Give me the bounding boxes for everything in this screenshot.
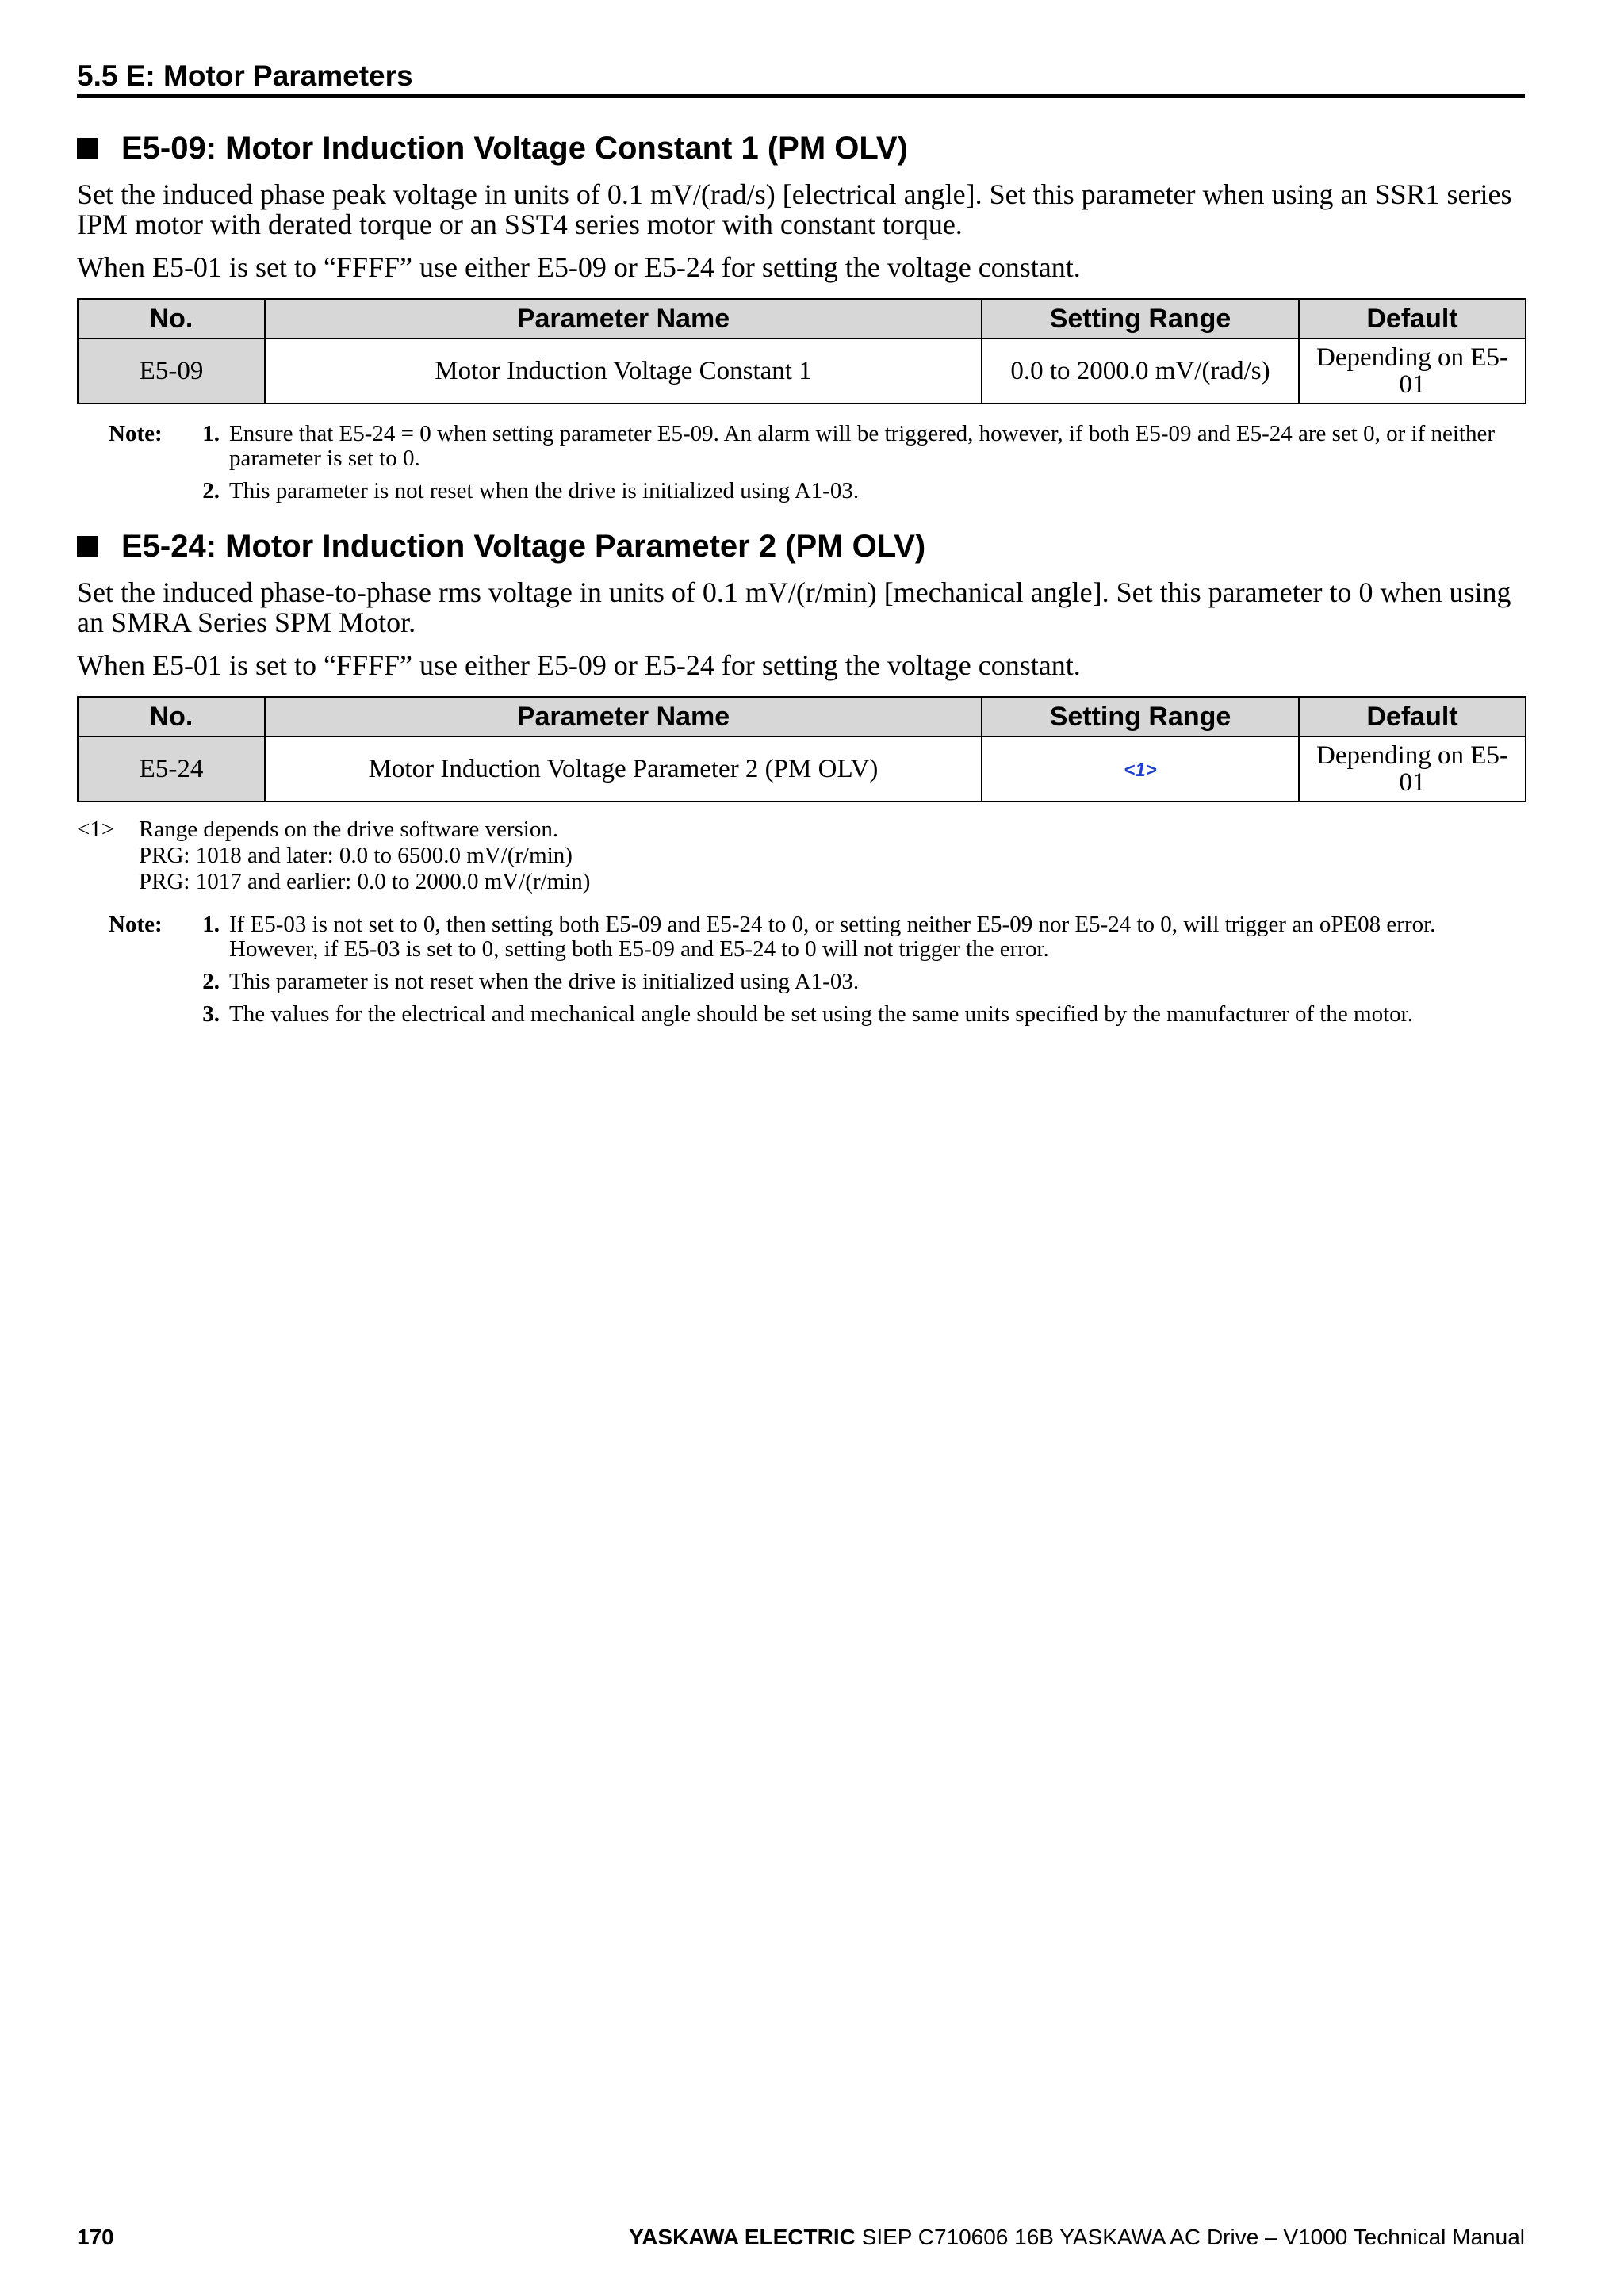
note-item	[77, 1002, 1525, 1027]
note-item	[77, 913, 1525, 962]
col-header-no: No.	[78, 697, 265, 737]
section-bullet-icon	[77, 536, 98, 557]
note-item	[77, 422, 1525, 471]
notes	[77, 913, 1525, 1027]
paragraph: Set the induced phase peak voltage in units of 0.1 mV/(rad/s) [electrical angle]. Set this parameter when using an SSR1 series IPM motor with derated torque or an SST4 series motor with constant torque.	[77, 178, 1512, 240]
footnote-line: PRG: 1018 and later: 0.0 to 6500.0 mV/(r/min)	[139, 843, 573, 868]
table-row	[78, 339, 1526, 404]
paragraph: When E5-01 is set to “FFFF” use either E5-09 or E5-24 for setting the voltage constant.	[77, 251, 1081, 283]
note-number: 2.	[202, 478, 220, 503]
col-header-range: Setting Range	[982, 697, 1299, 737]
section-e5-09	[77, 128, 1525, 511]
note-number: 2.	[202, 969, 220, 994]
col-header-no: No.	[78, 299, 265, 339]
page-header-title: 5.5 E: Motor Parameters	[77, 59, 413, 92]
header-rule	[77, 94, 1525, 98]
col-header-default: Default	[1299, 697, 1526, 737]
cell-no: E5-09	[78, 339, 265, 404]
note-label: Note:	[109, 421, 163, 446]
cell-name: Motor Induction Voltage Constant 1	[265, 339, 982, 404]
col-header-range: Setting Range	[982, 299, 1299, 339]
parameter-table	[77, 298, 1526, 404]
footer-manual-info	[629, 2225, 1525, 2250]
note-number: 3.	[202, 1001, 220, 1027]
section-e5-24	[77, 526, 1525, 1035]
note-item	[77, 479, 1525, 503]
section-bullet-icon	[77, 138, 98, 159]
footer-manual-title: SIEP C710606 16B YASKAWA AC Drive – V1000 Technical Manual	[855, 2225, 1525, 2249]
cell-default: Depending on E5-01	[1299, 339, 1526, 404]
note-text: The values for the electrical and mechanical angle should be set using the same units specified by the manufacturer of the motor.	[229, 1001, 1413, 1027]
cell-range: 0.0 to 2000.0 mV/(rad/s)	[982, 339, 1299, 404]
footnote-mark: <1>	[77, 817, 115, 842]
page-footer	[77, 2225, 1525, 2250]
section-title	[77, 128, 1525, 168]
cell-range	[982, 737, 1299, 802]
paragraph: Set the induced phase-to-phase rms voltage in units of 0.1 mV/(r/min) [mechanical angle]. Set this parameter to 0 when using an SMRA Series SPM Motor.	[77, 576, 1511, 638]
footnote	[77, 817, 1525, 895]
cell-default: Depending on E5-01	[1299, 737, 1526, 802]
note-text: This parameter is not reset when the drive is initialized using A1-03.	[229, 969, 860, 994]
table-header-row	[78, 299, 1526, 339]
note-text: This parameter is not reset when the drive is initialized using A1-03.	[229, 478, 860, 503]
note-item	[77, 970, 1525, 994]
footnote-ref-link[interactable]: <1>	[1124, 759, 1157, 781]
footnote-line: Range depends on the drive software version.	[139, 817, 559, 842]
footnote-line: PRG: 1017 and earlier: 0.0 to 2000.0 mV/(r/min)	[139, 869, 591, 894]
col-header-default: Default	[1299, 299, 1526, 339]
section-title-text: E5-09: Motor Induction Voltage Constant 1 (PM OLV)	[121, 131, 908, 166]
section-title	[77, 526, 1525, 566]
cell-no: E5-24	[78, 737, 265, 802]
footer-brand: YASKAWA ELECTRIC	[629, 2225, 856, 2249]
note-text: If E5-03 is not set to 0, then setting both E5-09 and E5-24 to 0, or setting neither E5-09 nor E5-24 to 0, will trigger an oPE08 error. However, if E5-03 is set to 0, setting both E5-09 and E5-24 to 0 will not trigger the error.	[229, 912, 1436, 962]
page-number: 170	[77, 2225, 114, 2249]
col-header-name: Parameter Name	[265, 697, 982, 737]
table-header-row	[78, 697, 1526, 737]
section-title-text: E5-24: Motor Induction Voltage Parameter 2 (PM OLV)	[121, 529, 926, 564]
table-row	[78, 737, 1526, 802]
cell-name: Motor Induction Voltage Parameter 2 (PM OLV)	[265, 737, 982, 802]
paragraph: When E5-01 is set to “FFFF” use either E5-09 or E5-24 for setting the voltage constant.	[77, 649, 1081, 681]
note-label: Note:	[109, 912, 163, 937]
note-text: Ensure that E5-24 = 0 when setting parameter E5-09. An alarm will be triggered, however, if both E5-09 and E5-24 are set 0, or if neither parameter is set to 0.	[229, 421, 1496, 471]
notes	[77, 422, 1525, 503]
note-number: 1.	[202, 421, 220, 446]
col-header-name: Parameter Name	[265, 299, 982, 339]
note-number: 1.	[202, 912, 220, 937]
parameter-table	[77, 696, 1526, 802]
